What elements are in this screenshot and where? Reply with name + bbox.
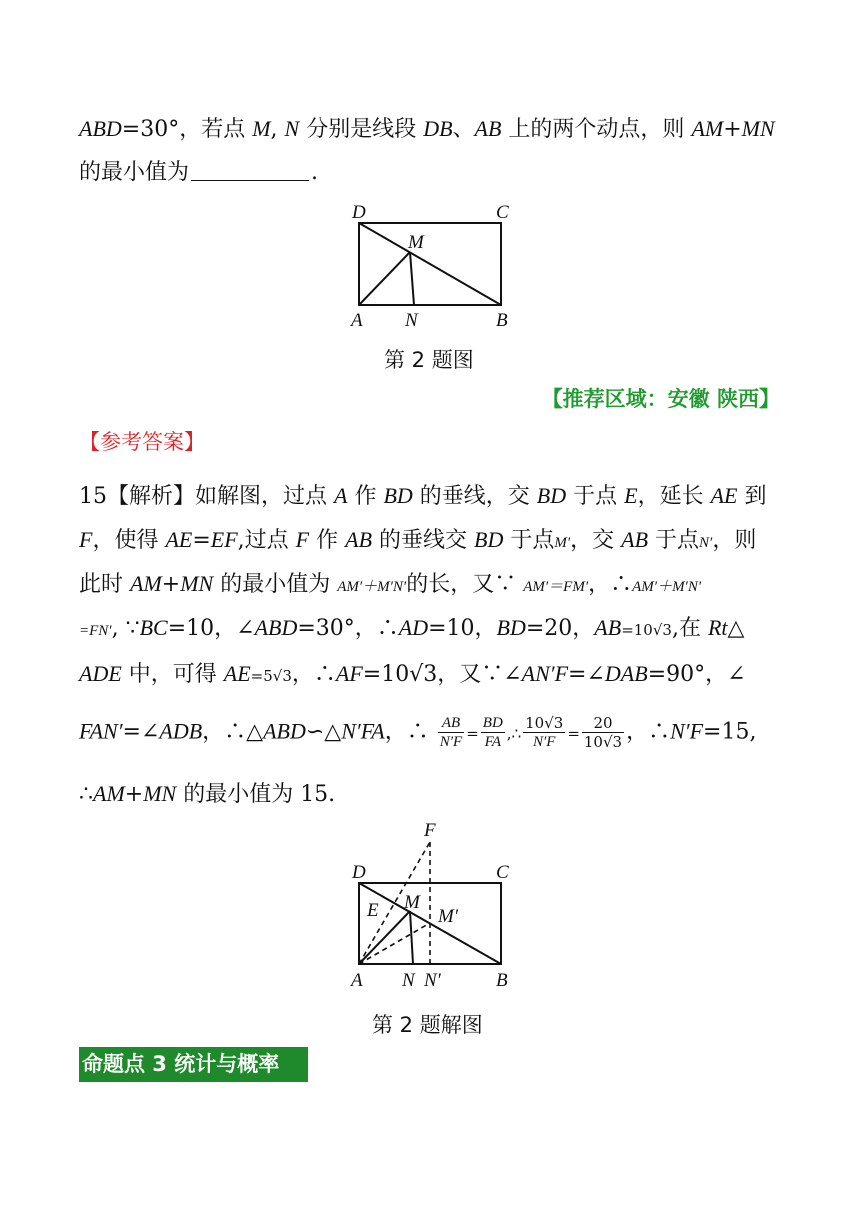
text: ，∴	[626, 719, 671, 745]
text-expr: AM′＝FM′	[523, 579, 589, 595]
text: .	[311, 160, 319, 185]
text-m: M	[252, 116, 271, 141]
text-expr: AM′＋M′N′	[337, 579, 407, 595]
text: ∽△	[305, 719, 342, 745]
fraction	[438, 714, 464, 751]
text-bc: BC	[139, 615, 168, 640]
text: =20，	[525, 616, 595, 641]
text: 到	[737, 484, 767, 509]
text-fan: FAN′	[79, 718, 123, 744]
text-db: DB	[423, 116, 453, 141]
label-a: A	[351, 970, 363, 991]
text-e: E	[624, 483, 638, 508]
label-c: C	[496, 202, 509, 223]
text-nf: N′F	[670, 718, 704, 744]
answer-blank	[191, 160, 309, 181]
text: =10，	[428, 616, 497, 641]
text: 的最小值为	[213, 572, 338, 597]
text: 此时	[79, 572, 130, 597]
fraction-numerator: BD	[482, 715, 503, 731]
fraction	[481, 714, 505, 751]
label-n: N	[405, 310, 418, 331]
label-b: B	[496, 970, 508, 991]
text: ，∴	[588, 572, 633, 597]
text-abd: ABD	[263, 718, 306, 744]
fraction	[523, 714, 565, 751]
text: 的最小值为	[79, 160, 190, 185]
label-b: B	[496, 310, 508, 331]
fraction-denominator: 10√3	[583, 733, 623, 751]
text: ,	[270, 117, 285, 142]
fraction-numerator: 10√3	[525, 714, 564, 732]
answer-tag: 【参考答案】	[79, 430, 205, 454]
label-d: D	[352, 862, 366, 883]
label-f: F	[424, 820, 436, 841]
text: 作	[347, 484, 384, 509]
question-line-1	[79, 114, 775, 145]
text-m-prime: M′	[554, 535, 571, 551]
region-tag: 【推荐区域：安徽 陕西】	[541, 387, 780, 411]
text: ，延长	[637, 484, 711, 509]
text: 作	[309, 528, 346, 553]
text: =15,	[703, 719, 757, 745]
text-value: =10√3	[621, 621, 672, 639]
text: , ∵	[111, 616, 140, 641]
text-ab: AB	[594, 615, 622, 640]
text: =90°，∠	[647, 662, 746, 687]
text-ade: ADE	[79, 661, 122, 686]
text-ab: AB	[474, 116, 502, 141]
text-abd: ABD	[254, 615, 298, 640]
text: =	[192, 528, 211, 553]
text-am: AM	[130, 571, 162, 596]
text: 15【解析】如解图，过点	[79, 484, 334, 509]
dashed-am-prime	[359, 923, 430, 964]
figure-question-2	[340, 196, 530, 336]
text-value: =10√3	[362, 662, 438, 687]
text-mn: MN	[143, 781, 177, 806]
text: ，∴△	[202, 719, 264, 745]
segment-mn	[410, 911, 413, 964]
text-bd: BD	[383, 483, 413, 508]
text-expr: AM′＋M′N′	[632, 579, 702, 595]
text: 的长，又∵	[406, 572, 524, 597]
fraction-denominator: FA	[484, 734, 501, 750]
text: ，又∵∠	[437, 662, 522, 687]
label-e: E	[367, 900, 379, 921]
label-c: C	[496, 862, 509, 883]
text-f: F	[295, 527, 310, 552]
text: 上的两个动点，则	[501, 117, 692, 142]
text: △	[727, 616, 745, 641]
text-ab: AB	[621, 527, 649, 552]
text: 分别是线段	[299, 117, 424, 142]
label-d: D	[352, 202, 366, 223]
label-m: M	[404, 892, 420, 913]
text-bd: BD	[536, 483, 567, 508]
text-am: AM	[691, 116, 724, 141]
label-n-prime: N′	[424, 970, 441, 991]
segment-mn	[410, 252, 414, 305]
section-title: 命题点 3 统计与概率	[79, 1047, 308, 1082]
text-adb: ADB	[159, 718, 203, 744]
text: =30°，∴	[297, 616, 399, 641]
text-af: AF	[335, 661, 363, 686]
text: 于点	[503, 528, 555, 553]
fraction-denominator: N′F	[532, 734, 556, 750]
text-a: A	[334, 483, 348, 508]
figure-solution-2	[340, 816, 530, 996]
label-m-prime: M′	[438, 906, 458, 927]
figure-2-caption: 第 2 题解图	[372, 1013, 483, 1037]
label-a: A	[351, 310, 363, 331]
text: +	[723, 117, 742, 142]
text-n-prime: N′	[699, 535, 713, 551]
text: 于点	[648, 528, 700, 553]
label-m: M	[408, 232, 424, 253]
fraction-numerator: AB	[438, 714, 464, 733]
solution-line-3	[79, 569, 701, 602]
text: =10，∠	[167, 616, 255, 641]
figure-1-caption: 第 2 题图	[384, 348, 474, 372]
text: ，∴	[291, 662, 336, 687]
text-ae: AE	[165, 527, 193, 552]
text: 于点	[566, 484, 625, 509]
text-value: =5√3	[250, 667, 292, 685]
text-rt: Rt	[707, 615, 728, 640]
text: ,过点	[237, 528, 296, 553]
text: 的垂线交	[372, 528, 475, 553]
segment-am	[359, 252, 410, 305]
text: ，交	[570, 528, 622, 553]
solution-line-6: FAN′=∠ADB，∴△ABD∽△N′FA，∴ $\frac{AB}{N'F}$ = $\frac{BD}{FA}$ ,∴ $\frac{10√3}{N'F}$ = $\frac{20}{10√3}$ ，∴N′F=15,	[79, 714, 757, 751]
text-am: AM	[93, 781, 125, 806]
text: =30°，若点	[121, 117, 253, 142]
text: 的垂线，交	[412, 484, 537, 509]
text-mn: MN	[180, 571, 214, 596]
text: ，则	[712, 528, 757, 553]
text-anf: AN′F	[521, 661, 569, 686]
text-expr: =FN′	[79, 623, 112, 639]
text: 的最小值为 15.	[176, 782, 336, 807]
text-ef: EF	[210, 527, 238, 552]
fraction-numerator: 20	[582, 714, 624, 733]
text-f: F	[79, 527, 93, 552]
text-ad: AD	[398, 615, 429, 640]
text: ，∴	[384, 719, 429, 745]
text: =∠	[122, 719, 160, 745]
text: ，使得	[92, 528, 166, 553]
text-abd: ABD	[79, 116, 122, 141]
text: 中，可得	[121, 662, 224, 687]
text-ae: AE	[223, 661, 251, 686]
text-dab: DAB	[604, 661, 648, 686]
text-mn: MN	[741, 116, 775, 141]
solution-line-2	[79, 525, 756, 558]
text-bd: BD	[496, 615, 526, 640]
text-ab: AB	[345, 527, 373, 552]
question-line-2	[79, 158, 318, 188]
solution-line-4	[79, 613, 744, 646]
text: +	[124, 782, 144, 807]
text: ,在	[671, 616, 708, 641]
text: ∴	[79, 782, 93, 807]
fraction-denominator: N′F	[439, 734, 463, 750]
fraction	[582, 714, 624, 751]
label-n: N	[402, 970, 415, 991]
text-n: N	[284, 116, 300, 141]
solution-line-7	[79, 779, 335, 810]
text-nfa: N′FA	[341, 718, 385, 744]
text: =∠	[568, 662, 605, 687]
text: 、	[452, 117, 475, 142]
text-ae: AE	[710, 483, 738, 508]
text: +	[161, 572, 181, 597]
diagonal-db	[359, 223, 501, 305]
text-bd: BD	[474, 527, 504, 552]
solution-line-5	[79, 659, 746, 691]
solution-line-1	[79, 481, 766, 512]
